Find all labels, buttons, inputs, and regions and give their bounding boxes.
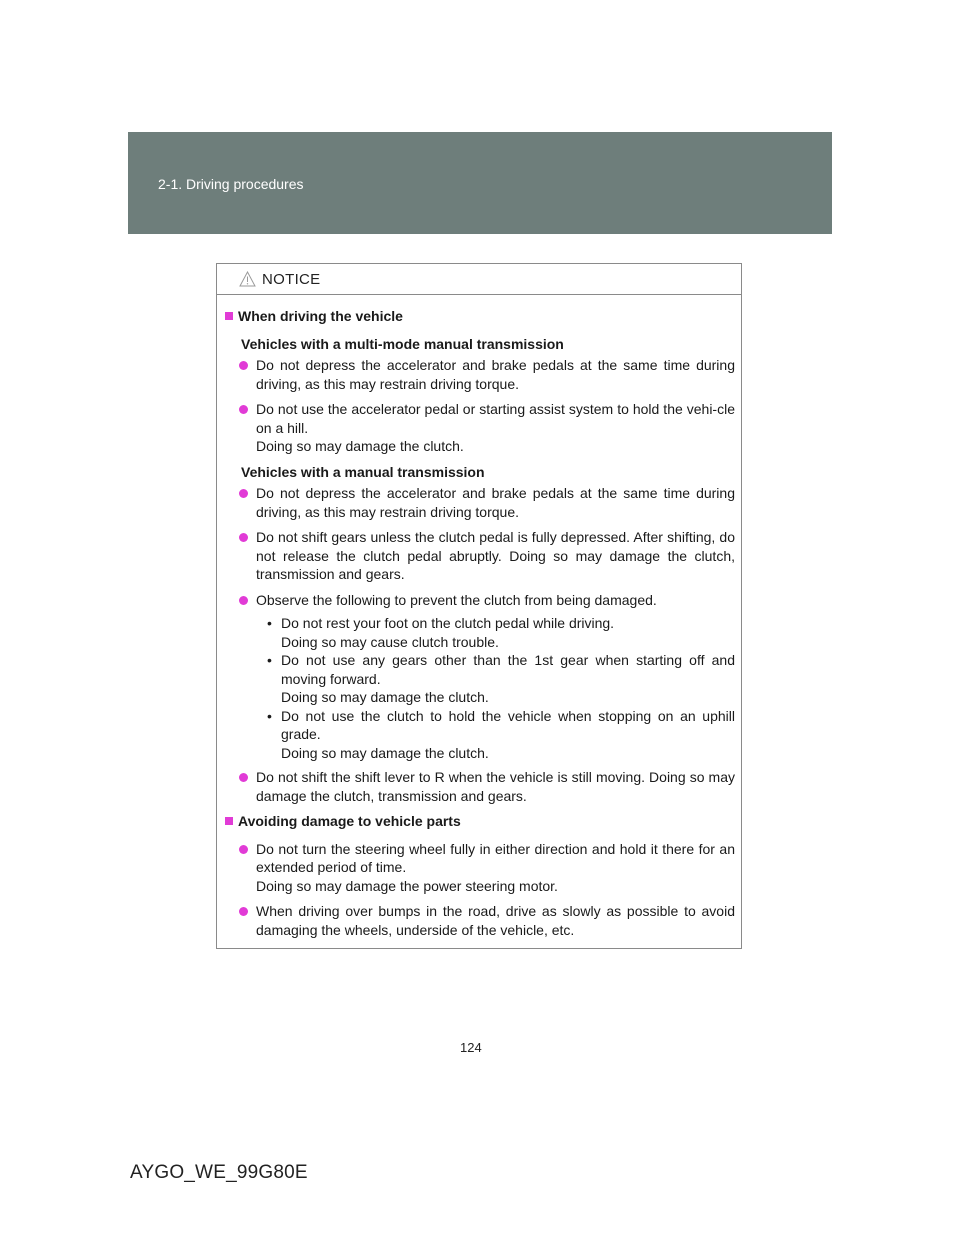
subheading: Vehicles with a multi-mode manual transmission [241,335,564,352]
notice-box [216,263,742,949]
notice-label: NOTICE [262,270,321,288]
notice-body [217,295,741,939]
page-number: 124 [460,1040,482,1055]
list-item: Do not shift gears unless the clutch pedal is fully depressed. After shifting, do not release the clutch pedal abruptly. Doing so may damage the clutch, transmission and gears. [225,528,735,584]
round-bullet-icon [239,907,248,916]
list-item: Do not depress the accelerator and brake pedals at the same time during driving, as this may restrain driving torque. [225,484,735,521]
round-bullet-icon [239,361,248,370]
list-item: Do not use the accelerator pedal or starting assist system to hold the vehi-cle on a hill. Doing so may damage the clutch. [225,400,735,456]
sub-list-item: • Do not rest your foot on the clutch pedal while driving. Doing so may cause clutch trouble. [267,615,615,650]
sub-list-item: • Do not use the clutch to hold the vehicle when stopping on an uphill grade. Doing so may damage the clutch. [267,707,735,761]
section-heading: Avoiding damage to vehicle parts [225,812,735,831]
list-item: Do not depress the accelerator and brake pedals at the same time during driving, as this may restrain driving torque. [225,356,735,393]
subheading: Vehicles with a manual transmission [241,463,485,480]
header-band [128,132,832,234]
sub-list-item: • Do not use any gears other than the 1st gear when starting off and moving forward. Doing so may damage the clutch. [267,652,735,705]
notice-header [217,264,741,295]
warning-triangle-icon [239,271,256,287]
round-bullet-icon [239,489,248,498]
section-heading: When driving the vehicle [225,307,735,326]
round-bullet-icon [239,405,248,414]
list-item: When driving over bumps in the road, drive as slowly as possible to avoid damaging the wheels, underside of the vehicle, etc. [225,902,735,939]
square-bullet-icon [225,817,233,825]
section-title: 2-1. Driving procedures [158,176,304,192]
list-item: Do not turn the steering wheel fully in either direction and hold it there for an extended period of time. Doing so may damage the power steering motor. [225,840,735,896]
round-bullet-icon [239,533,248,542]
square-bullet-icon [225,312,233,320]
round-bullet-icon [239,596,248,605]
list-item: Observe the following to prevent the clutch from being damaged. [225,591,735,610]
document-code: AYGO_WE_99G80E [130,1162,308,1183]
round-bullet-icon [239,773,248,782]
list-item: Do not shift the shift lever to R when the vehicle is still moving. Doing so may damage the clutch, transmission and gears. [225,768,735,805]
sub-list [225,614,735,762]
round-bullet-icon [239,845,248,854]
